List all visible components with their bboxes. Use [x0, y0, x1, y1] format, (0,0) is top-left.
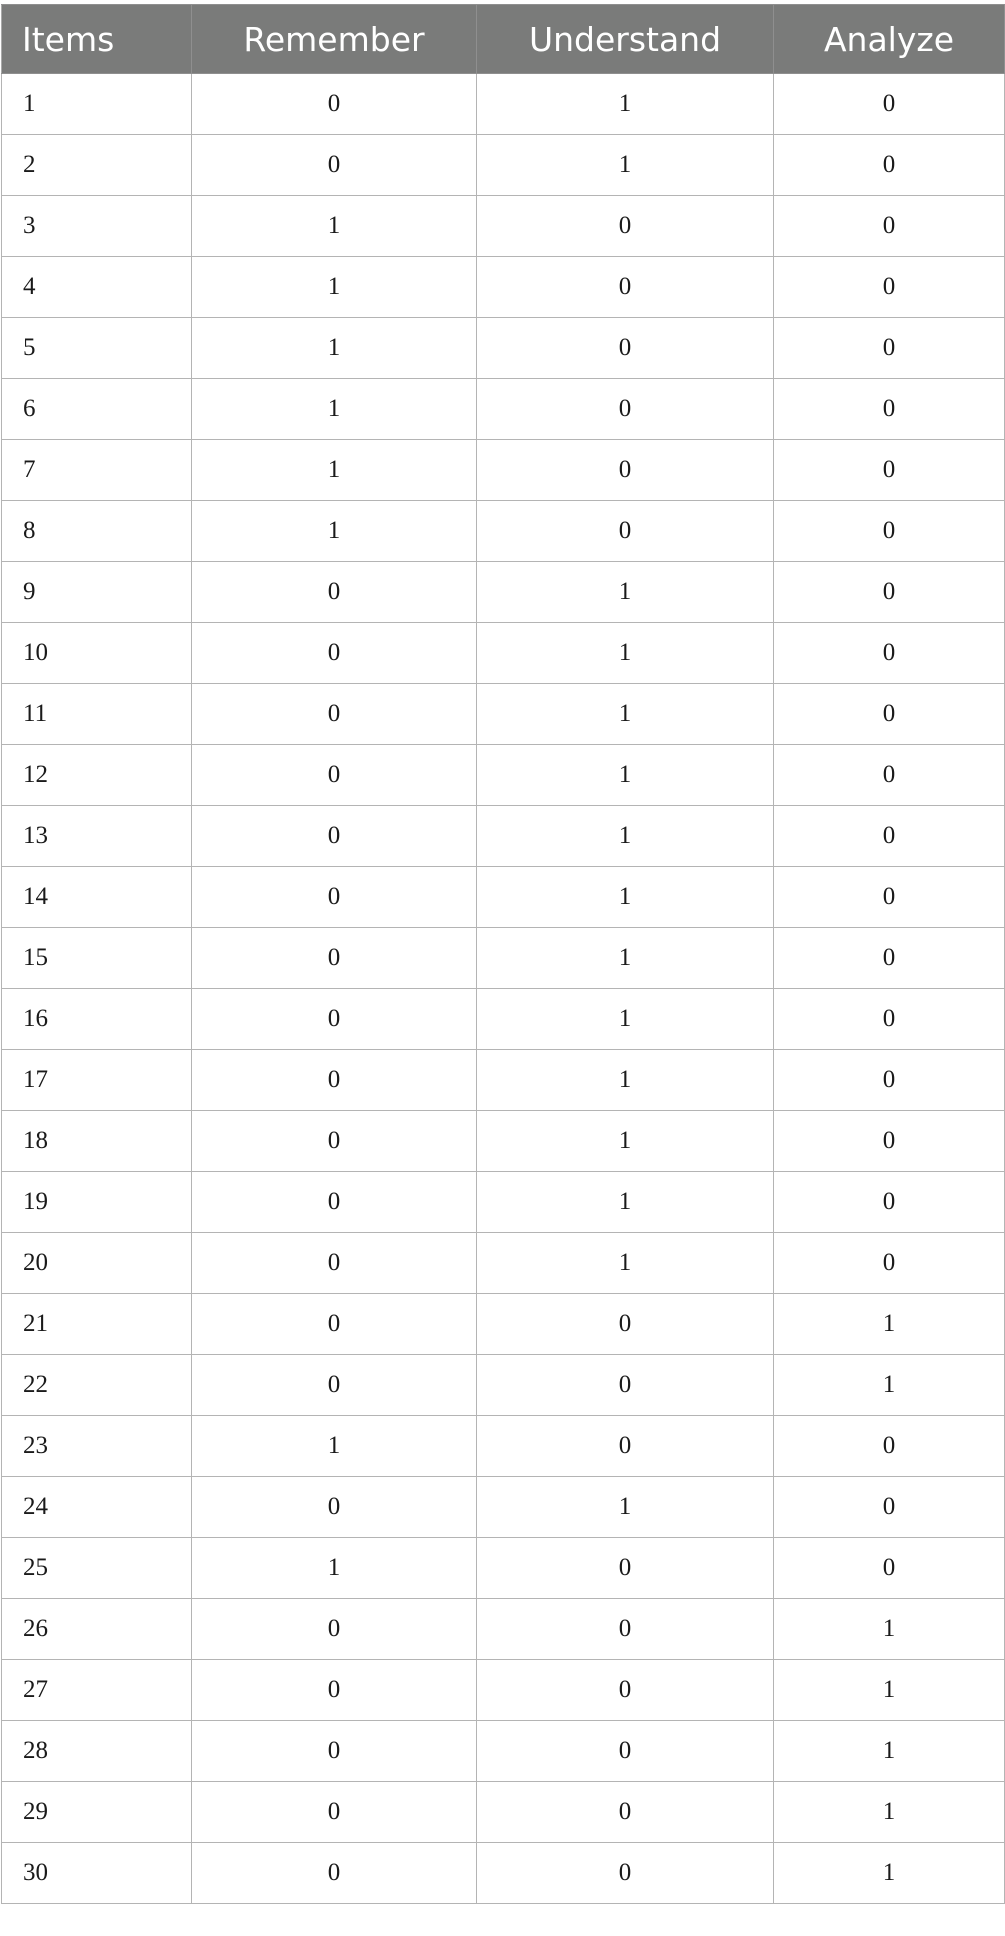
cell-item-number: 13 [2, 806, 192, 867]
cell-understand: 0 [477, 1782, 774, 1843]
cell-understand: 1 [477, 1233, 774, 1294]
cell-understand: 0 [477, 1721, 774, 1782]
cell-remember: 0 [192, 562, 477, 623]
cell-item-number: 25 [2, 1538, 192, 1599]
cell-analyze: 0 [774, 562, 1005, 623]
cell-item-number: 22 [2, 1355, 192, 1416]
cell-item-number: 3 [2, 196, 192, 257]
table-row [2, 74, 1005, 135]
cell-analyze: 0 [774, 318, 1005, 379]
cell-understand: 0 [477, 318, 774, 379]
cell-remember: 0 [192, 74, 477, 135]
table-row [2, 867, 1005, 928]
table-row [2, 1599, 1005, 1660]
table-row [2, 1782, 1005, 1843]
header-row [2, 5, 1005, 74]
cell-analyze: 1 [774, 1782, 1005, 1843]
cell-item-number: 10 [2, 623, 192, 684]
cell-understand: 1 [477, 135, 774, 196]
cell-understand: 0 [477, 1660, 774, 1721]
cell-item-number: 21 [2, 1294, 192, 1355]
table-row [2, 1721, 1005, 1782]
cell-item-number: 28 [2, 1721, 192, 1782]
cell-item-number: 30 [2, 1843, 192, 1904]
cell-remember: 0 [192, 1843, 477, 1904]
cell-item-number: 20 [2, 1233, 192, 1294]
table-row [2, 1233, 1005, 1294]
cell-item-number: 6 [2, 379, 192, 440]
cell-understand: 1 [477, 74, 774, 135]
cell-remember: 0 [192, 135, 477, 196]
cell-remember: 0 [192, 1111, 477, 1172]
cell-understand: 0 [477, 440, 774, 501]
cell-understand: 1 [477, 989, 774, 1050]
cell-remember: 0 [192, 806, 477, 867]
cell-item-number: 8 [2, 501, 192, 562]
cell-analyze: 0 [774, 745, 1005, 806]
table-row [2, 1111, 1005, 1172]
cell-remember: 1 [192, 440, 477, 501]
table-row [2, 989, 1005, 1050]
cell-remember: 0 [192, 1233, 477, 1294]
cell-analyze: 0 [774, 196, 1005, 257]
cell-item-number: 26 [2, 1599, 192, 1660]
cell-item-number: 2 [2, 135, 192, 196]
table-row [2, 1477, 1005, 1538]
cell-analyze: 1 [774, 1294, 1005, 1355]
cell-item-number: 1 [2, 74, 192, 135]
cell-item-number: 24 [2, 1477, 192, 1538]
cell-analyze: 0 [774, 1416, 1005, 1477]
cell-understand: 0 [477, 501, 774, 562]
cell-item-number: 9 [2, 562, 192, 623]
cell-remember: 0 [192, 1782, 477, 1843]
cell-analyze: 1 [774, 1660, 1005, 1721]
cell-analyze: 0 [774, 74, 1005, 135]
cell-understand: 1 [477, 1477, 774, 1538]
table-body [2, 74, 1005, 1904]
cell-understand: 1 [477, 562, 774, 623]
header-items: Items [2, 5, 192, 74]
cell-analyze: 0 [774, 867, 1005, 928]
cell-analyze: 0 [774, 928, 1005, 989]
cell-remember: 1 [192, 379, 477, 440]
table-header [2, 5, 1005, 74]
cell-item-number: 27 [2, 1660, 192, 1721]
table-row [2, 257, 1005, 318]
cell-analyze: 1 [774, 1843, 1005, 1904]
cell-analyze: 0 [774, 501, 1005, 562]
cell-analyze: 1 [774, 1355, 1005, 1416]
cell-item-number: 7 [2, 440, 192, 501]
cell-analyze: 0 [774, 1233, 1005, 1294]
cell-understand: 0 [477, 1416, 774, 1477]
cell-remember: 0 [192, 623, 477, 684]
table-row [2, 501, 1005, 562]
cell-item-number: 15 [2, 928, 192, 989]
cell-remember: 0 [192, 1477, 477, 1538]
cell-understand: 1 [477, 1111, 774, 1172]
cell-item-number: 23 [2, 1416, 192, 1477]
cell-item-number: 11 [2, 684, 192, 745]
cell-understand: 1 [477, 623, 774, 684]
table-row [2, 1538, 1005, 1599]
cell-remember: 0 [192, 684, 477, 745]
cell-analyze: 0 [774, 1477, 1005, 1538]
table-row [2, 928, 1005, 989]
cell-understand: 0 [477, 379, 774, 440]
cell-analyze: 0 [774, 1050, 1005, 1111]
cell-understand: 0 [477, 196, 774, 257]
cell-item-number: 12 [2, 745, 192, 806]
cell-remember: 0 [192, 1294, 477, 1355]
table-row [2, 318, 1005, 379]
cell-item-number: 14 [2, 867, 192, 928]
header-remember: Remember [192, 5, 477, 74]
cell-remember: 0 [192, 1355, 477, 1416]
cell-item-number: 17 [2, 1050, 192, 1111]
cell-analyze: 0 [774, 440, 1005, 501]
table-row [2, 135, 1005, 196]
cell-remember: 0 [192, 1172, 477, 1233]
cell-remember: 0 [192, 1050, 477, 1111]
cell-understand: 1 [477, 806, 774, 867]
cell-understand: 0 [477, 1599, 774, 1660]
table-row [2, 1294, 1005, 1355]
cell-understand: 1 [477, 867, 774, 928]
cell-analyze: 0 [774, 806, 1005, 867]
cell-remember: 1 [192, 501, 477, 562]
cell-item-number: 5 [2, 318, 192, 379]
table-row [2, 1355, 1005, 1416]
cell-remember: 0 [192, 1599, 477, 1660]
cell-understand: 1 [477, 1172, 774, 1233]
cell-remember: 0 [192, 989, 477, 1050]
cell-analyze: 0 [774, 623, 1005, 684]
table-row [2, 1660, 1005, 1721]
cell-analyze: 0 [774, 989, 1005, 1050]
cell-remember: 0 [192, 1660, 477, 1721]
cell-understand: 0 [477, 1538, 774, 1599]
cell-remember: 1 [192, 257, 477, 318]
cell-understand: 1 [477, 684, 774, 745]
cell-analyze: 0 [774, 1538, 1005, 1599]
cell-item-number: 29 [2, 1782, 192, 1843]
table-row [2, 684, 1005, 745]
table-row [2, 196, 1005, 257]
cell-item-number: 4 [2, 257, 192, 318]
table-row [2, 623, 1005, 684]
table-row [2, 745, 1005, 806]
cell-understand: 0 [477, 1294, 774, 1355]
cell-understand: 1 [477, 745, 774, 806]
cell-analyze: 0 [774, 257, 1005, 318]
table-row [2, 562, 1005, 623]
cell-analyze: 0 [774, 1111, 1005, 1172]
table-row [2, 440, 1005, 501]
cell-analyze: 0 [774, 135, 1005, 196]
cell-remember: 0 [192, 867, 477, 928]
cell-remember: 1 [192, 1538, 477, 1599]
cell-understand: 0 [477, 257, 774, 318]
table-row [2, 1843, 1005, 1904]
cell-analyze: 1 [774, 1721, 1005, 1782]
cell-understand: 0 [477, 1843, 774, 1904]
cell-remember: 1 [192, 318, 477, 379]
cell-understand: 1 [477, 928, 774, 989]
table-row [2, 806, 1005, 867]
cell-item-number: 16 [2, 989, 192, 1050]
table-row [2, 1172, 1005, 1233]
header-analyze: Analyze [774, 5, 1005, 74]
cell-analyze: 0 [774, 684, 1005, 745]
cell-remember: 0 [192, 928, 477, 989]
items-cognitive-level-table [1, 4, 1005, 1904]
cell-analyze: 1 [774, 1599, 1005, 1660]
cell-remember: 1 [192, 1416, 477, 1477]
cell-item-number: 19 [2, 1172, 192, 1233]
cell-analyze: 0 [774, 379, 1005, 440]
table-row [2, 1416, 1005, 1477]
cell-analyze: 0 [774, 1172, 1005, 1233]
header-understand: Understand [477, 5, 774, 74]
table-row [2, 1050, 1005, 1111]
cell-understand: 1 [477, 1050, 774, 1111]
cell-remember: 1 [192, 196, 477, 257]
cell-remember: 0 [192, 1721, 477, 1782]
cell-understand: 0 [477, 1355, 774, 1416]
cell-remember: 0 [192, 745, 477, 806]
cell-item-number: 18 [2, 1111, 192, 1172]
table-row [2, 379, 1005, 440]
